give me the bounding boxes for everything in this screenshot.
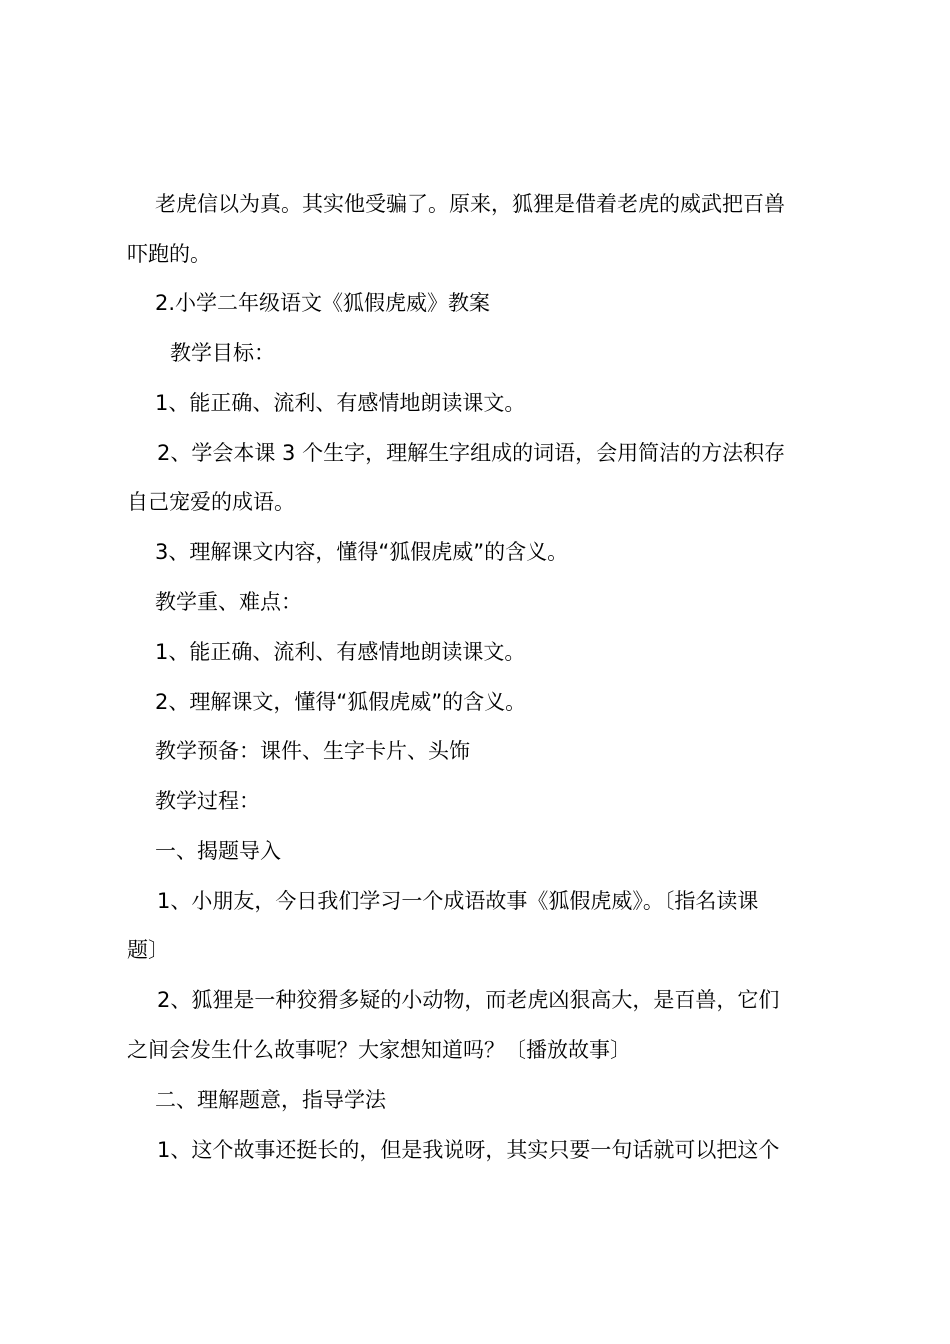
list-item: 1、能正确、流利、有感情地朗读课文。 <box>155 640 526 664</box>
list-item: 3、理解课文内容，懂得“狐假虎威”的含义。 <box>155 540 569 564</box>
list-item: 2、狐狸是一种狡猾多疑的小动物，而老虎凶狠高大，是百兽，它们 <box>157 988 780 1012</box>
list-item-continuation: 题〕 <box>127 938 169 962</box>
list-item: 2、学会本课 3 个生字，理解生字组成的词语，会用简洁的方法积存 <box>157 441 786 465</box>
list-item: 1、这个故事还挺长的，但是我说呀，其实只要一句话就可以把这个 <box>157 1138 780 1162</box>
list-item-continuation: 之间会发生什么故事呢？大家想知道吗？〔播放故事〕 <box>127 1038 631 1062</box>
preparation-line: 教学预备：课件、生字卡片、头饰 <box>155 739 470 763</box>
paragraph-line: 吓跑的。 <box>127 242 211 266</box>
list-item-continuation: 自己宠爱的成语。 <box>127 490 295 514</box>
subheading: 一、揭题导入 <box>155 839 281 863</box>
heading-teaching-goals: 教学目标： <box>170 341 275 365</box>
paragraph-line: 老虎信以为真。其实他受骗了。原来，狐狸是借着老虎的威武把百兽 <box>155 192 785 216</box>
subheading: 二、理解题意，指导学法 <box>155 1088 386 1112</box>
section-title: 2.小学二年级语文《狐假虎威》教案 <box>155 291 491 315</box>
list-item: 2、理解课文，懂得“狐假虎威”的含义。 <box>155 690 527 714</box>
list-item: 1、小朋友，今日我们学习一个成语故事《狐假虎威》。〔指名读课 <box>157 889 759 913</box>
heading-key-points: 教学重、难点： <box>155 590 302 614</box>
list-item: 1、能正确、流利、有感情地朗读课文。 <box>155 391 526 415</box>
heading-teaching-process: 教学过程： <box>155 789 260 813</box>
